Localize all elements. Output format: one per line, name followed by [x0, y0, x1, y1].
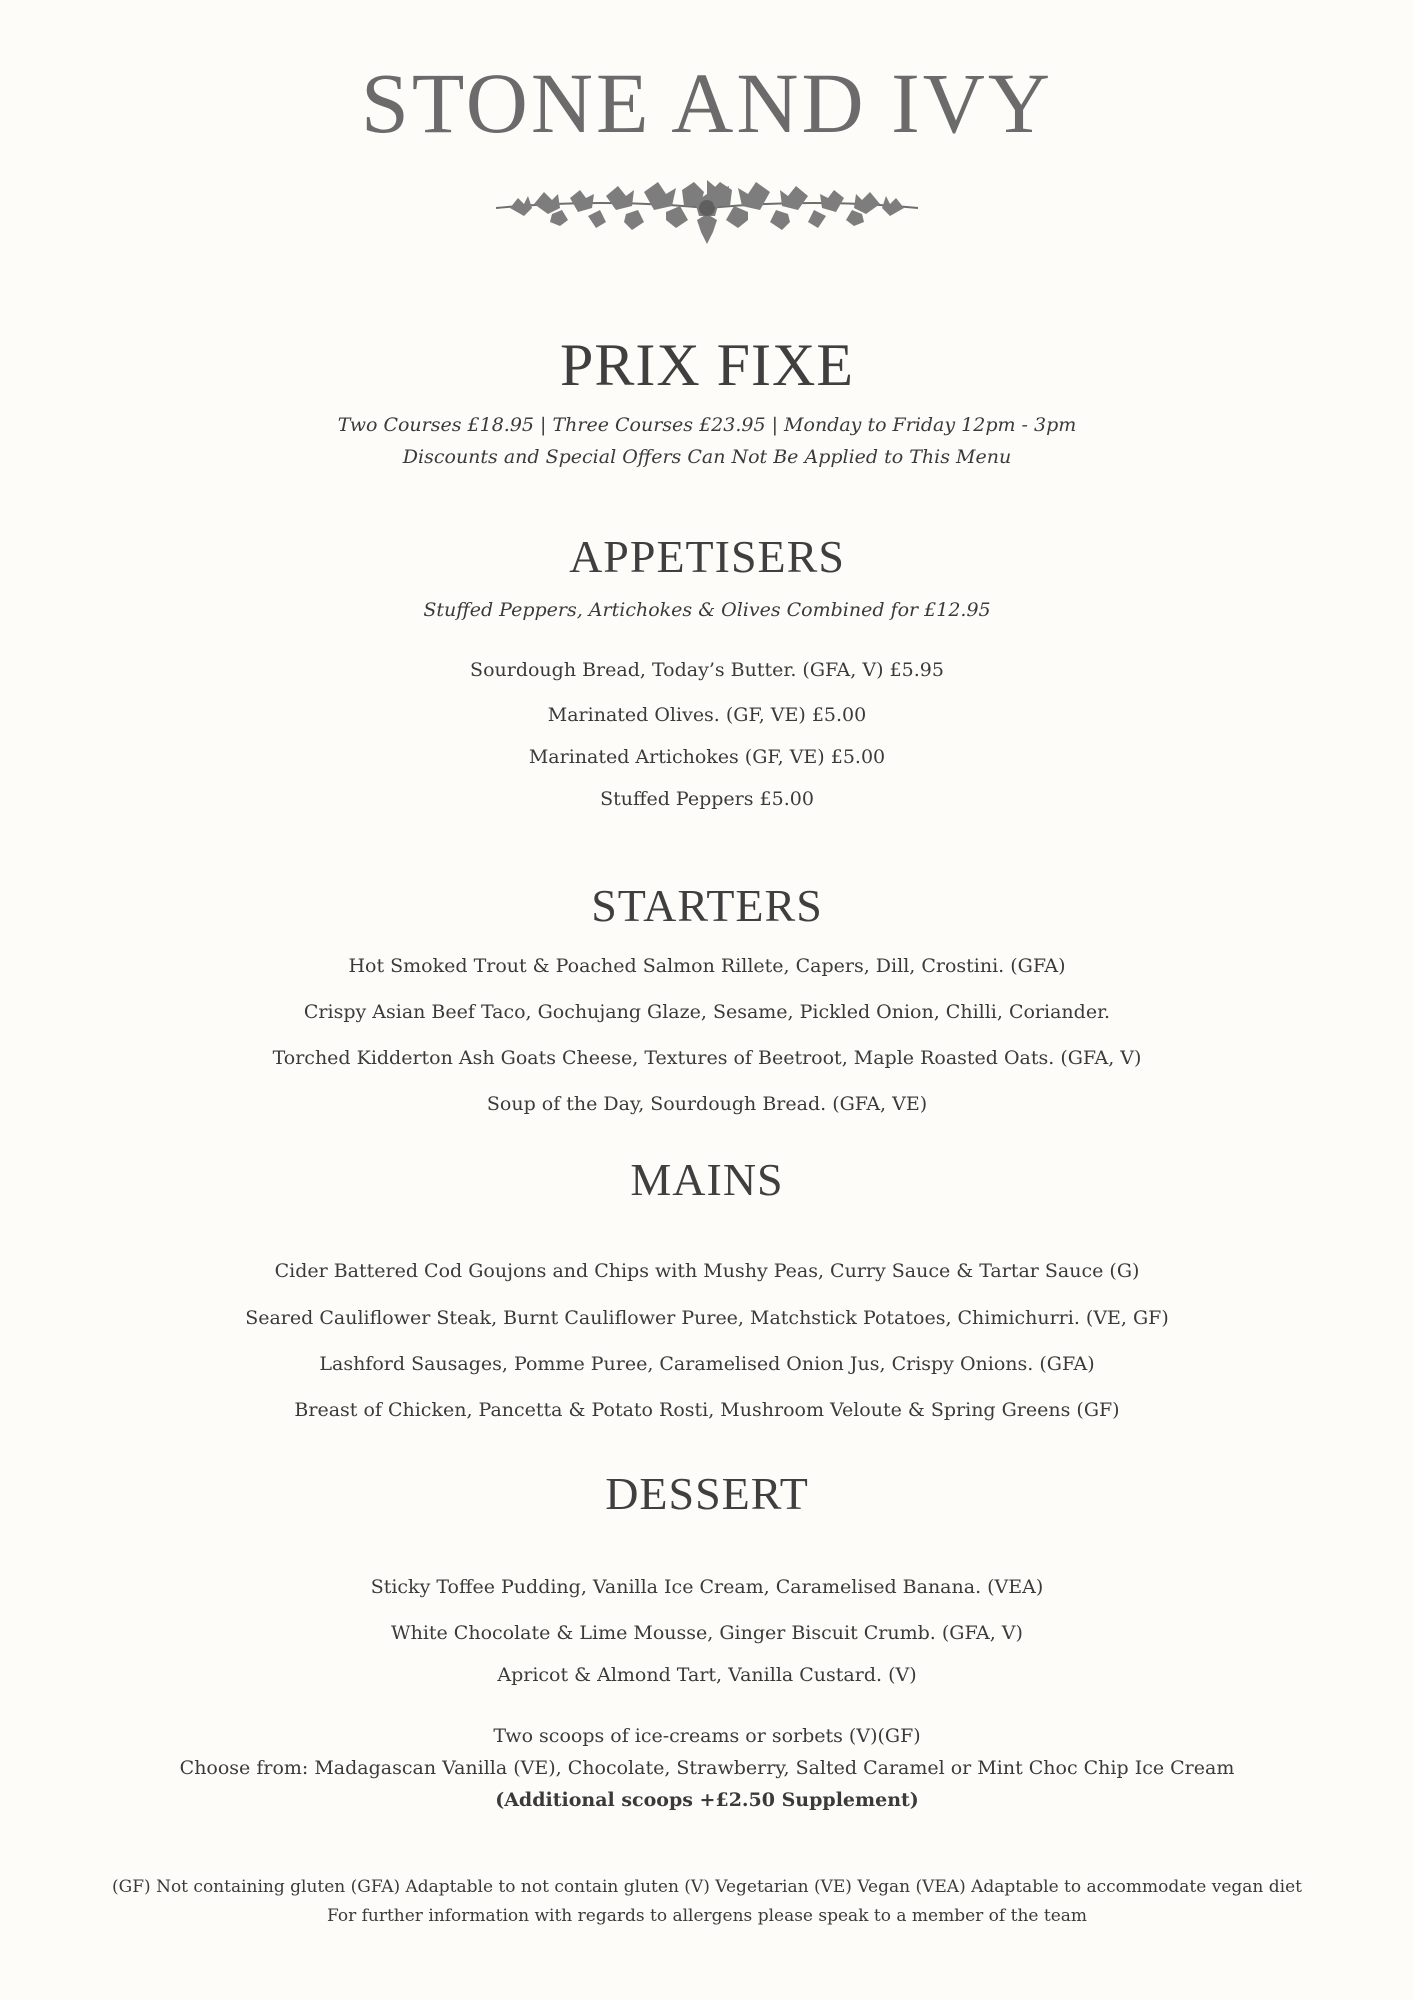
prix-fixe-notice: Discounts and Special Offers Can Not Be Applied to This Menu	[402, 446, 1012, 468]
prix-fixe-title: PRIX FIXE	[559, 332, 855, 398]
mains-title: MAINS	[630, 1154, 784, 1205]
starters-title: STARTERS	[591, 880, 823, 931]
dessert-item: White Chocolate & Lime Mousse, Ginger Biscuit Crumb. (GFA, V)	[391, 1622, 1023, 1644]
dessert-item: Sticky Toffee Pudding, Vanilla Ice Cream, Caramelised Banana. (VEA)	[370, 1576, 1044, 1598]
allergen-notice: For further information with regards to allergens please speak to a member of the team	[326, 1906, 1088, 1926]
ice-cream-choices: Choose from: Madagascan Vanilla (VE), Chocolate, Strawberry, Salted Caramel or Mint Choc Chip Ice Cream	[179, 1757, 1235, 1779]
dessert-title: DESSERT	[605, 1468, 809, 1519]
appetiser-item: Sourdough Bread, Today’s Butter. (GFA, V) £5.95	[470, 659, 944, 681]
main-item: Breast of Chicken, Pancetta & Potato Rosti, Mushroom Veloute & Spring Greens (GF)	[294, 1399, 1120, 1421]
appetisers-combo-note: Stuffed Peppers, Artichokes & Olives Combined for £12.95	[423, 599, 991, 621]
starter-item: Torched Kidderton Ash Goats Cheese, Textures of Beetroot, Maple Roasted Oats. (GFA, V)	[272, 1047, 1142, 1069]
appetiser-item: Marinated Artichokes (GF, VE) £5.00	[528, 746, 886, 768]
starter-item: Crispy Asian Beef Taco, Gochujang Glaze, Sesame, Pickled Onion, Chilli, Coriander.	[303, 1001, 1111, 1023]
brand-title: STONE AND IVY	[361, 55, 1053, 151]
ivy-garland-icon	[490, 168, 924, 248]
ice-cream-item: Two scoops of ice-creams or sorbets (V)(GF)	[493, 1725, 921, 1747]
prix-fixe-pricing: Two Courses £18.95 | Three Courses £23.95 | Monday to Friday 12pm - 3pm	[337, 414, 1077, 436]
appetiser-item: Stuffed Peppers £5.00	[600, 788, 814, 810]
main-item: Lashford Sausages, Pomme Puree, Caramelised Onion Jus, Crispy Onions. (GFA)	[319, 1353, 1095, 1375]
main-item: Seared Cauliflower Steak, Burnt Cauliflower Puree, Matchstick Potatoes, Chimichurri. (VE, GF)	[245, 1307, 1169, 1329]
ice-cream-supplement: (Additional scoops +£2.50 Supplement)	[495, 1789, 919, 1811]
appetisers-title: APPETISERS	[569, 531, 845, 582]
dietary-key: (GF) Not containing gluten (GFA) Adaptable to not contain gluten (V) Vegetarian (VE) Vegan (VEA) Adaptable to accommodate vegan diet	[112, 1877, 1302, 1897]
starter-item: Hot Smoked Trout & Poached Salmon Rillete, Capers, Dill, Crostini. (GFA)	[348, 955, 1066, 977]
appetiser-item: Marinated Olives. (GF, VE) £5.00	[547, 704, 867, 726]
starter-item: Soup of the Day, Sourdough Bread. (GFA, VE)	[486, 1093, 928, 1115]
main-item: Cider Battered Cod Goujons and Chips with Mushy Peas, Curry Sauce & Tartar Sauce (G)	[274, 1260, 1140, 1282]
dessert-item: Apricot & Almond Tart, Vanilla Custard. (V)	[497, 1664, 917, 1686]
